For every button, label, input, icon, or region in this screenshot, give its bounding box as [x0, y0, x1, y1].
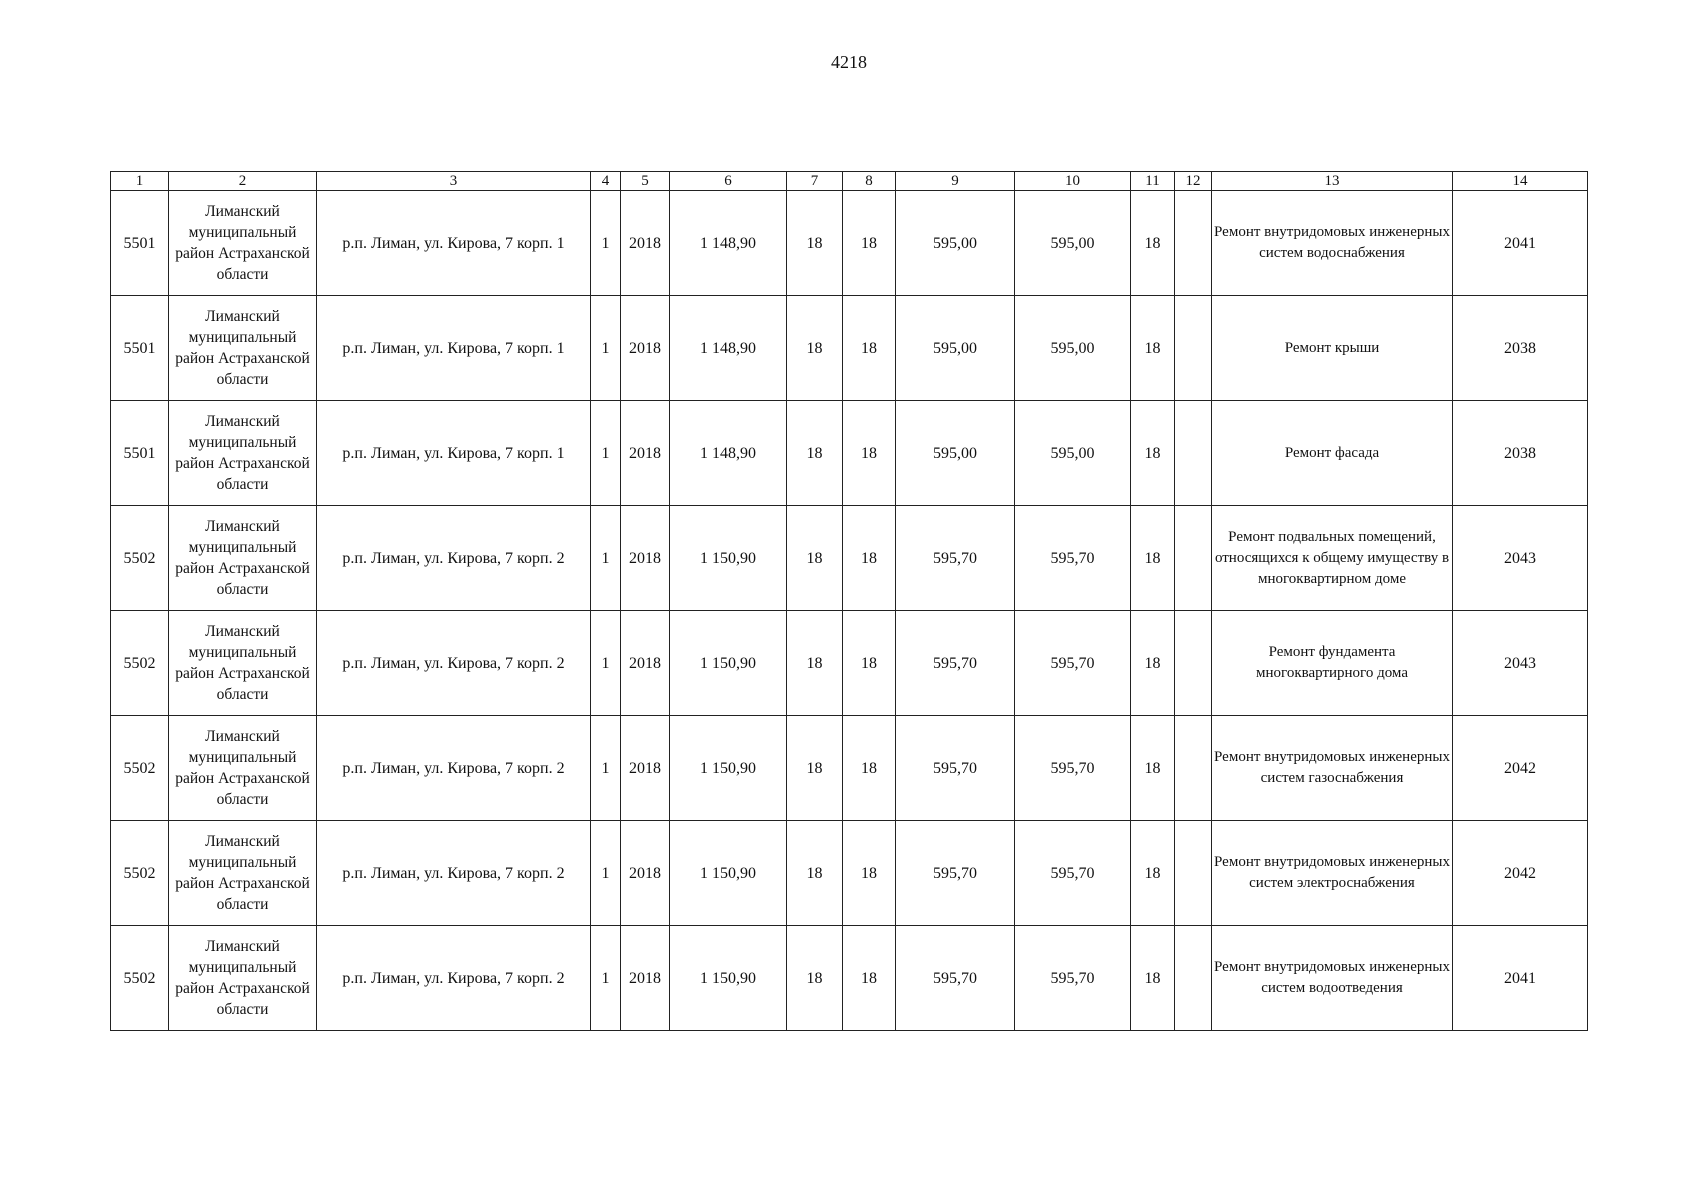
address-cell: р.п. Лиман, ул. Кирова, 7 корп. 2 — [317, 926, 591, 1031]
work-type-cell: Ремонт внутридомовых инженерных систем водоснабжения — [1212, 191, 1453, 296]
col10-cell: 595,00 — [1015, 296, 1131, 401]
col9-cell: 595,00 — [896, 296, 1015, 401]
col11-cell: 18 — [1131, 926, 1175, 1031]
col4-cell: 1 — [591, 296, 621, 401]
table-row — [111, 821, 1588, 926]
municipality-cell: Лиманский муниципальный район Астраханской области — [169, 401, 317, 506]
table-row — [111, 191, 1588, 296]
area-cell: 1 150,90 — [670, 716, 787, 821]
year-cell: 2018 — [621, 296, 670, 401]
column-header: 5 — [621, 172, 670, 191]
col8-cell: 18 — [843, 506, 896, 611]
address-cell: р.п. Лиман, ул. Кирова, 7 корп. 2 — [317, 716, 591, 821]
column-header: 6 — [670, 172, 787, 191]
col12-cell — [1175, 191, 1212, 296]
municipality-cell: Лиманский муниципальный район Астраханской области — [169, 506, 317, 611]
year-cell: 2018 — [621, 821, 670, 926]
col10-cell: 595,00 — [1015, 401, 1131, 506]
row-number-cell: 5502 — [111, 926, 169, 1031]
column-header: 9 — [896, 172, 1015, 191]
col9-cell: 595,70 — [896, 926, 1015, 1031]
col4-cell: 1 — [591, 821, 621, 926]
col4-cell: 1 — [591, 716, 621, 821]
col11-cell: 18 — [1131, 821, 1175, 926]
area-cell: 1 150,90 — [670, 506, 787, 611]
work-type-cell: Ремонт подвальных помещений, относящихся к общему имуществу в многоквартирном доме — [1212, 506, 1453, 611]
col7-cell: 18 — [787, 821, 843, 926]
col11-cell: 18 — [1131, 611, 1175, 716]
planned-year-cell: 2038 — [1453, 401, 1588, 506]
column-header: 2 — [169, 172, 317, 191]
col9-cell: 595,00 — [896, 401, 1015, 506]
column-header: 8 — [843, 172, 896, 191]
year-cell: 2018 — [621, 506, 670, 611]
work-type-cell: Ремонт внутридомовых инженерных систем газоснабжения — [1212, 716, 1453, 821]
col4-cell: 1 — [591, 506, 621, 611]
work-type-cell: Ремонт фундамента многоквартирного дома — [1212, 611, 1453, 716]
col11-cell: 18 — [1131, 296, 1175, 401]
col8-cell: 18 — [843, 296, 896, 401]
area-cell: 1 148,90 — [670, 401, 787, 506]
planned-year-cell: 2042 — [1453, 716, 1588, 821]
col7-cell: 18 — [787, 611, 843, 716]
municipality-cell: Лиманский муниципальный район Астраханской области — [169, 716, 317, 821]
column-header: 1 — [111, 172, 169, 191]
col8-cell: 18 — [843, 611, 896, 716]
address-cell: р.п. Лиман, ул. Кирова, 7 корп. 2 — [317, 821, 591, 926]
municipality-cell: Лиманский муниципальный район Астраханской области — [169, 611, 317, 716]
municipality-cell: Лиманский муниципальный район Астраханской области — [169, 296, 317, 401]
column-header: 11 — [1131, 172, 1175, 191]
table-row — [111, 716, 1588, 821]
row-number-cell: 5501 — [111, 296, 169, 401]
column-header: 3 — [317, 172, 591, 191]
page-number: 4218 — [831, 52, 867, 72]
col7-cell: 18 — [787, 506, 843, 611]
year-cell: 2018 — [621, 401, 670, 506]
planned-year-cell: 2041 — [1453, 926, 1588, 1031]
address-cell: р.п. Лиман, ул. Кирова, 7 корп. 1 — [317, 296, 591, 401]
column-header: 14 — [1453, 172, 1588, 191]
col12-cell — [1175, 401, 1212, 506]
column-header: 12 — [1175, 172, 1212, 191]
area-cell: 1 150,90 — [670, 611, 787, 716]
column-header: 10 — [1015, 172, 1131, 191]
col8-cell: 18 — [843, 716, 896, 821]
col8-cell: 18 — [843, 401, 896, 506]
col11-cell: 18 — [1131, 506, 1175, 611]
address-cell: р.п. Лиман, ул. Кирова, 7 корп. 2 — [317, 506, 591, 611]
column-header: 4 — [591, 172, 621, 191]
planned-year-cell: 2043 — [1453, 611, 1588, 716]
col10-cell: 595,70 — [1015, 611, 1131, 716]
address-cell: р.п. Лиман, ул. Кирова, 7 корп. 1 — [317, 191, 591, 296]
row-number-cell: 5501 — [111, 401, 169, 506]
area-cell: 1 150,90 — [670, 821, 787, 926]
col8-cell: 18 — [843, 191, 896, 296]
table-row — [111, 296, 1588, 401]
year-cell: 2018 — [621, 611, 670, 716]
col10-cell: 595,70 — [1015, 716, 1131, 821]
area-cell: 1 148,90 — [670, 296, 787, 401]
capital-repair-table — [110, 171, 1588, 1031]
planned-year-cell: 2041 — [1453, 191, 1588, 296]
column-header: 13 — [1212, 172, 1453, 191]
municipality-cell: Лиманский муниципальный район Астраханской области — [169, 821, 317, 926]
col4-cell: 1 — [591, 401, 621, 506]
table-row — [111, 506, 1588, 611]
col7-cell: 18 — [787, 296, 843, 401]
address-cell: р.п. Лиман, ул. Кирова, 7 корп. 1 — [317, 401, 591, 506]
col12-cell — [1175, 296, 1212, 401]
planned-year-cell: 2038 — [1453, 296, 1588, 401]
col9-cell: 595,70 — [896, 716, 1015, 821]
row-number-cell: 5501 — [111, 191, 169, 296]
col8-cell: 18 — [843, 926, 896, 1031]
table-row — [111, 611, 1588, 716]
col9-cell: 595,70 — [896, 506, 1015, 611]
col9-cell: 595,70 — [896, 611, 1015, 716]
work-type-cell: Ремонт крыши — [1212, 296, 1453, 401]
work-type-cell: Ремонт фасада — [1212, 401, 1453, 506]
municipality-cell: Лиманский муниципальный район Астраханской области — [169, 191, 317, 296]
col10-cell: 595,00 — [1015, 191, 1131, 296]
municipality-cell: Лиманский муниципальный район Астраханской области — [169, 926, 317, 1031]
col7-cell: 18 — [787, 401, 843, 506]
year-cell: 2018 — [621, 926, 670, 1031]
work-type-cell: Ремонт внутридомовых инженерных систем водоотведения — [1212, 926, 1453, 1031]
row-number-cell: 5502 — [111, 716, 169, 821]
col4-cell: 1 — [591, 926, 621, 1031]
row-number-cell: 5502 — [111, 821, 169, 926]
row-number-cell: 5502 — [111, 506, 169, 611]
col12-cell — [1175, 716, 1212, 821]
year-cell: 2018 — [621, 191, 670, 296]
table-row — [111, 926, 1588, 1031]
col7-cell: 18 — [787, 716, 843, 821]
planned-year-cell: 2042 — [1453, 821, 1588, 926]
col8-cell: 18 — [843, 821, 896, 926]
col10-cell: 595,70 — [1015, 506, 1131, 611]
col4-cell: 1 — [591, 191, 621, 296]
col12-cell — [1175, 926, 1212, 1031]
col11-cell: 18 — [1131, 716, 1175, 821]
col12-cell — [1175, 821, 1212, 926]
area-cell: 1 148,90 — [670, 191, 787, 296]
col9-cell: 595,00 — [896, 191, 1015, 296]
col11-cell: 18 — [1131, 401, 1175, 506]
table-row — [111, 401, 1588, 506]
col10-cell: 595,70 — [1015, 926, 1131, 1031]
col12-cell — [1175, 506, 1212, 611]
planned-year-cell: 2043 — [1453, 506, 1588, 611]
col11-cell: 18 — [1131, 191, 1175, 296]
row-number-cell: 5502 — [111, 611, 169, 716]
col12-cell — [1175, 611, 1212, 716]
year-cell: 2018 — [621, 716, 670, 821]
col7-cell: 18 — [787, 926, 843, 1031]
col4-cell: 1 — [591, 611, 621, 716]
column-number-row — [111, 172, 1588, 191]
address-cell: р.п. Лиман, ул. Кирова, 7 корп. 2 — [317, 611, 591, 716]
col9-cell: 595,70 — [896, 821, 1015, 926]
table-body — [111, 191, 1588, 1031]
area-cell: 1 150,90 — [670, 926, 787, 1031]
col7-cell: 18 — [787, 191, 843, 296]
work-type-cell: Ремонт внутридомовых инженерных систем электроснабжения — [1212, 821, 1453, 926]
column-header: 7 — [787, 172, 843, 191]
col10-cell: 595,70 — [1015, 821, 1131, 926]
